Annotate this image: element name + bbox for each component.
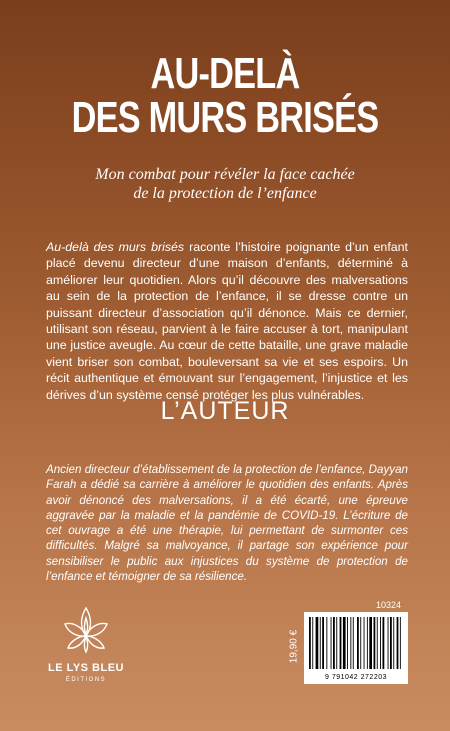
barcode-bar <box>364 617 365 669</box>
barcode-bar <box>347 617 348 669</box>
book-title <box>50 49 401 142</box>
subtitle-line-1: Mon combat pour révéler la face cachée <box>95 166 355 183</box>
reference-number: 10324 <box>376 600 402 610</box>
title-line-1: AU-DELÀ <box>150 49 300 98</box>
barcode-bar <box>367 617 368 669</box>
barcode-bars <box>309 617 403 669</box>
barcode-bar <box>320 617 321 669</box>
author-bio: Ancien directeur d’établissement de la protection de l’enfance, Dayyan Farah a dédié sa carrière à améliorer le quotidien des enfants. Après avoir dénoncé des malversations, il a été écarté, une épreuve aggravée par la maladie et la pandémie de COVID-19. L’écriture de cet ouvrage a été une thérapie, lui permettant de surmonter ces difficultés. Malgré sa malvoyance, il partage son expérience pour sensibiliser le public aux injustices du système de protection de l’enfance et témoigner de sa résilience. <box>46 463 408 584</box>
barcode-bar <box>388 617 389 669</box>
price-text: 19,90 € <box>288 629 300 664</box>
publisher-sub: ÉDITIONS <box>65 677 107 683</box>
barcode-bar <box>353 617 354 669</box>
isbn-number: 9 791042 272203 <box>325 674 387 681</box>
barcode-bar <box>383 617 385 669</box>
barcode-bar <box>360 617 361 669</box>
barcode-bar <box>400 617 401 669</box>
barcode-bar <box>393 617 394 669</box>
barcode-bar <box>357 617 359 669</box>
summary-paragraph <box>46 239 408 403</box>
barcode-bar <box>309 617 311 669</box>
barcode-bar <box>397 617 399 669</box>
barcode-bar <box>326 617 327 669</box>
barcode-bar <box>377 617 378 669</box>
barcode-bar <box>316 617 319 669</box>
summary-title-italic: Au-delà des murs brisés <box>46 240 185 254</box>
barcode-bar <box>374 617 376 669</box>
barcode-bar <box>331 617 332 669</box>
barcode-bar <box>369 617 372 669</box>
book-subtitle <box>0 165 450 203</box>
barcode <box>304 612 408 684</box>
barcode-bar <box>333 617 335 669</box>
author-heading: L’AUTEUR <box>160 397 290 425</box>
barcode-bar <box>350 617 351 669</box>
barcode-bar <box>312 617 313 669</box>
title-line-2: DES MURS BRISÉS <box>71 93 379 142</box>
price-label <box>285 615 303 685</box>
summary-text: raconte l’histoire poignante d’un enfant placé devenu directeur d’une maison d’enfants, déterminé à améliorer leur quotidien. Alors qu’il découvre des malversations au sein de la protection de l’enfance, il se dresse contre un puissant directeur d’association qu’il dénonce. Mais ce dernier, utilisant son réseau, parvient à le faire accuser à tort, manipulant une justice aveugle. Au cœur de cette bataille, une grave maladie vient briser son combat, bouleversant sa vie et ses espoirs. Un récit authentique et émouvant sur l’engagement, l’injustice et les dérives d’un système censé protéger les plus vulnérables. <box>46 240 408 402</box>
barcode-bar <box>390 617 392 669</box>
publisher-name: LE LYS BLEU <box>48 662 124 674</box>
barcode-bar <box>380 617 381 669</box>
lotus-icon <box>62 604 110 654</box>
barcode-bar <box>336 617 337 669</box>
publisher-logo <box>40 604 132 704</box>
barcode-bar <box>343 617 346 669</box>
barcode-bar <box>340 617 342 669</box>
subtitle-line-2: de la protection de l’enfance <box>133 185 317 202</box>
barcode-bar <box>322 617 324 669</box>
